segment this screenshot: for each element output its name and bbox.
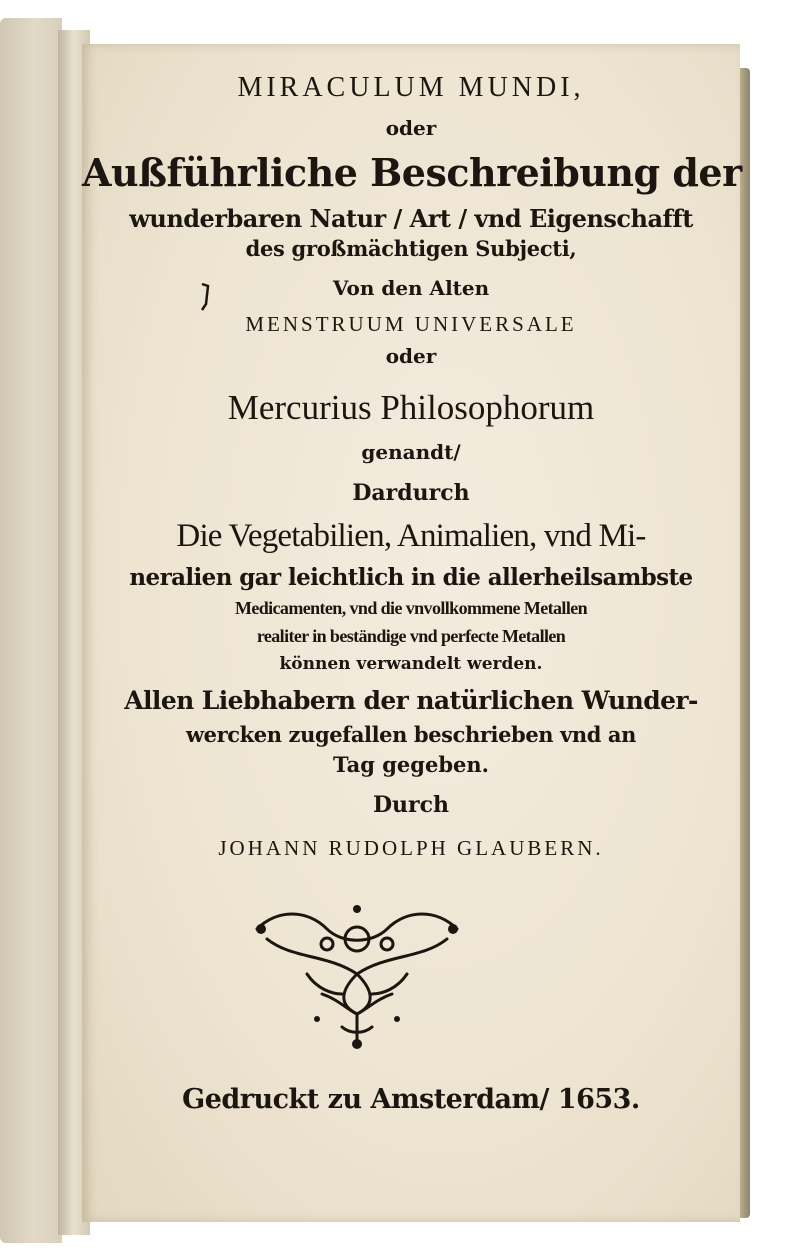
title-line-7: MENSTRUUM UNIVERSALE [245, 312, 577, 336]
title-line-3: Außführliche Beschreibung der [82, 150, 742, 195]
title-line-10: genandt/ [361, 440, 461, 464]
author-line: JOHANN RUDOLPH GLAUBERN. [218, 836, 604, 860]
title-line-17: Allen Liebhabern der natürlichen Wunder- [124, 686, 698, 715]
title-line-11: Dardurch [352, 480, 470, 506]
book-cover-left [0, 18, 62, 1243]
title-line-20: Durch [372, 792, 450, 818]
title-line-6: Von den Alten [332, 276, 490, 300]
title-line-15: realiter in beständige vnd perfecte Metallen [256, 626, 566, 646]
title-line-16: können verwandelt werden. [279, 654, 543, 674]
title-line-9: Mercurius Philosophorum [227, 388, 595, 427]
title-line-12: Die Vegetabilien, Animalien, vnd Mi- [176, 518, 646, 554]
title-line-19: Tag gegeben. [333, 752, 489, 777]
title-line-18: wercken zugefallen beschrieben vnd an [185, 722, 637, 747]
title-line-4: wunderbaren Natur / Art / vnd Eigenschafft [129, 204, 693, 233]
title-line-2: oder [385, 116, 437, 140]
title-line-1: MIRACULUM MUNDI, [237, 72, 585, 103]
title-line-13: neralien gar leichtlich in die allerheilsambste [129, 564, 693, 591]
title-line-8: oder [385, 344, 437, 368]
printer-ornament-icon [247, 899, 467, 1049]
title-line-14: Medicamenten, vnd die vnvollkommene Metallen [234, 598, 588, 618]
title-page [82, 44, 740, 1222]
imprint: Gedruckt zu Amsterdam/ 1653. [182, 1084, 640, 1115]
title-line-5: des großmächtigen Subjecti, [245, 236, 577, 261]
